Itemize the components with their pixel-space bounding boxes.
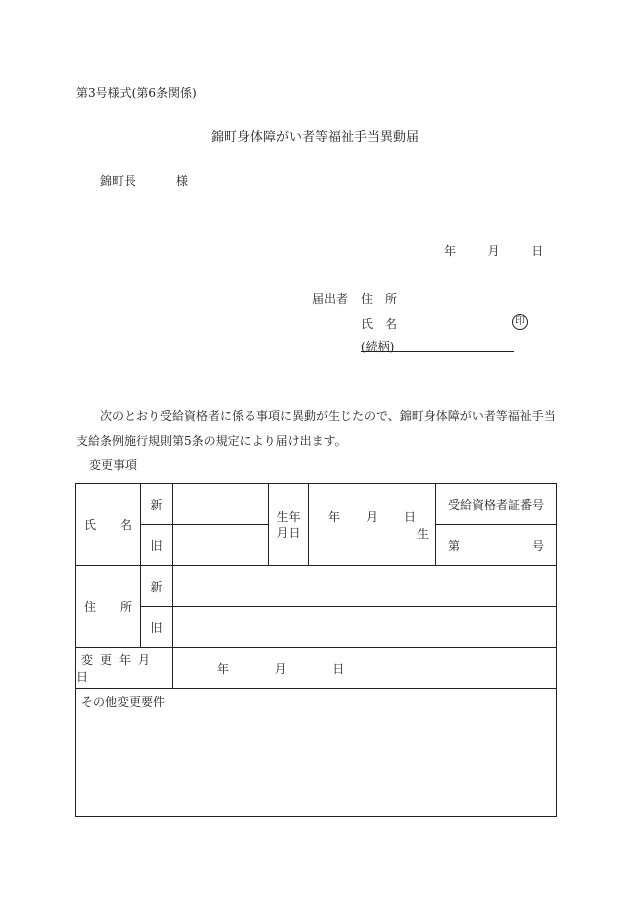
cert-header: 受給資格者証番号 <box>436 484 557 525</box>
document-title: 錦町身体障がい者等福祉手当異動届 <box>210 130 419 145</box>
dob-day: 日 <box>403 509 416 524</box>
dob-month: 月 <box>365 509 378 524</box>
dob-born: 生 <box>416 526 429 541</box>
body-text: 次のとおり受給資格者に係る事項に異動が生じたので、錦町身体障がい者等福祉手当支給条例施行規則第5条の規定により届け出ます。 <box>76 409 556 448</box>
other-changes-field[interactable] <box>76 689 557 817</box>
change-day: 日 <box>332 661 345 676</box>
applicant-address-label: 住 所 <box>361 292 398 306</box>
dob-year: 年 <box>327 509 340 524</box>
change-date-field[interactable] <box>173 648 557 689</box>
date-year: 年 <box>444 244 457 258</box>
change-date-label-cell <box>76 648 173 689</box>
dob-field[interactable] <box>309 484 436 566</box>
name-label-2: 名 <box>119 518 132 532</box>
dob-label-cell <box>269 484 309 566</box>
address-label-2: 所 <box>119 600 132 614</box>
cert-number-field[interactable] <box>436 525 557 566</box>
other-changes-label: その他変更要件 <box>81 695 166 709</box>
date-month: 月 <box>487 244 500 258</box>
form-id: 第3号様式(第6条関係) <box>76 86 197 100</box>
cert-suffix: 号 <box>531 538 544 553</box>
seal-mark: 印 <box>512 314 528 330</box>
addressee-label: 錦町長 <box>100 174 137 188</box>
address-new-label: 新 <box>141 566 173 607</box>
address-new-field[interactable] <box>173 566 557 607</box>
name-label-1: 氏 <box>84 518 97 532</box>
addressee-honorific: 様 <box>176 174 189 188</box>
date-day: 日 <box>531 244 544 258</box>
address-label-1: 住 <box>84 600 97 614</box>
change-year: 年 <box>217 661 230 676</box>
address-old-label: 旧 <box>141 607 173 648</box>
name-new-field[interactable] <box>173 484 269 525</box>
relation-underline <box>361 351 514 352</box>
section-label: 変更事項 <box>89 458 138 472</box>
addressee <box>100 172 188 189</box>
applicant-label: 届出者 <box>312 292 349 306</box>
name-old-label: 旧 <box>141 525 173 566</box>
change-date-label: 変更年月日 <box>76 653 158 684</box>
name-new-label: 新 <box>141 484 173 525</box>
name-label-cell <box>76 484 141 566</box>
applicant-name-label: 氏 名 <box>361 317 398 331</box>
change-items-table <box>75 483 557 817</box>
submission-date <box>444 242 543 259</box>
dob-label-line2: 月日 <box>276 525 301 540</box>
dob-label-line1: 生年 <box>276 509 301 524</box>
change-month: 月 <box>274 661 287 676</box>
address-old-field[interactable] <box>173 607 557 648</box>
name-old-field[interactable] <box>173 525 269 566</box>
cert-prefix: 第 <box>448 538 461 553</box>
applicant-relation-label: (続柄) <box>361 340 395 354</box>
address-label-cell <box>76 566 141 648</box>
